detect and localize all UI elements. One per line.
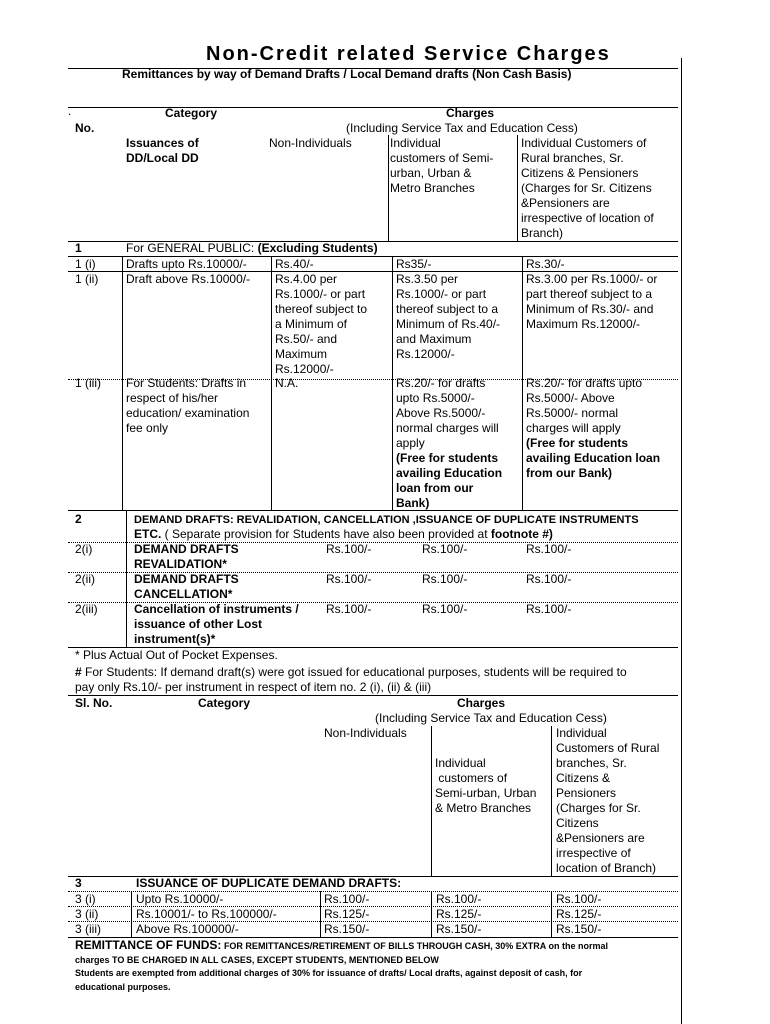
row2iii-no: 2(iii) [75, 602, 98, 616]
row3ii-category: Rs.10001/- to Rs.100000/- [136, 907, 277, 921]
row2i-category: DEMAND DRAFTS REVALIDATION* [134, 542, 239, 571]
row3i-semi: Rs.100/- [436, 892, 482, 906]
table3-charges-sub: (Including Service Tax and Education Cess) [375, 711, 607, 725]
table1-divider [388, 135, 389, 241]
table1-top-rule [68, 107, 678, 108]
row2iii-rural: Rs.100/- [526, 602, 572, 616]
row1ii-semi: Rs.3.50 per Rs.1000/- or part thereof subject to a Minimum of Rs.40/- and Maximum Rs.12000/- [396, 272, 501, 361]
right-margin-line [681, 58, 682, 1024]
table3-col-rural: Individual Customers of Rural branches, Sr. Citizens & Pensioners (Charges for Sr. Citizens &Pensioners are irrespective of location of Branch) [556, 726, 660, 875]
row3ii-no: 3 (ii) [75, 907, 99, 921]
section2-heading: DEMAND DRAFTS: REVALIDATION, CANCELLATION ,ISSUANCE OF DUPLICATE INSTRUMENTS [134, 514, 639, 526]
table1-col-nonind: Non-Individuals [269, 136, 352, 150]
row1iii-rural: Rs.20/- for drafts upto Rs.5000/- Above Rs.5000/- normal charges will apply (Free for students availing Education loan from our Bank) [526, 376, 661, 480]
row1i-nonind: Rs.40/- [275, 257, 314, 271]
table1-charges-header: Charges [446, 106, 495, 120]
table1-dot: . [68, 104, 72, 118]
table1-divider [271, 380, 272, 510]
row2ii-category: DEMAND DRAFTS CANCELLATION* [134, 572, 239, 601]
row3iii-semi: Rs.150/- [436, 922, 482, 936]
row1ii-category: Draft above Rs.10000/- [126, 272, 251, 286]
table1-bottom-rule [68, 510, 678, 511]
section2-divider [126, 511, 127, 647]
row1iii-category: For Students: Drafts in respect of his/her education/ examination fee only [126, 376, 250, 435]
table3-slno-header: Sl. No. [75, 696, 113, 710]
note-hash-cont: pay only Rs.10/- per instrument in respect of item no. 2 (i), (ii) & (iii) [75, 680, 432, 694]
row3i-nonind: Rs.100/- [324, 892, 370, 906]
table1-divider [122, 256, 123, 380]
table1-divider [522, 256, 523, 380]
footer-line1: REMITTANCE OF FUNDS: FOR REMITTANCES/RETIREMENT OF BILLS THROUGH CASH, 30% EXTRA on the normal [75, 938, 608, 952]
table1-no-header: No. [75, 121, 95, 135]
row2ii-no: 2(ii) [75, 572, 95, 586]
table3-col-semi: Individual customers of Semi-urban, Urban & Metro Branches [435, 756, 537, 815]
row2i-nonind: Rs.100/- [326, 542, 372, 556]
row2i-no: 2(i) [75, 542, 93, 556]
table3-top-rule [68, 695, 678, 696]
row1ii-rural: Rs.3.00 per Rs.1000/- or part thereof subject to a Minimum of Rs.30/- and Maximum Rs.12000/- [526, 272, 658, 331]
row2i-semi: Rs.100/- [422, 542, 468, 556]
table1-category-header: Category [165, 106, 218, 120]
row2ii-semi: Rs.100/- [422, 572, 468, 586]
footer-line3: Students are exempted from additional charges of 30% for issuance of drafts/ Local drafts, against deposit of cash, for [75, 968, 583, 978]
footer-line2: charges TO BE CHARGED IN ALL CASES, EXCEPT STUDENTS, MENTIONED BELOW [75, 955, 439, 965]
table1-col-rural: Individual Customers of Rural branches, Sr. Citizens & Pensioners (Charges for Sr. Citizens &Pensioners are irrespective of location of Branch) [521, 136, 654, 240]
row3i-category: Upto Rs.10000/- [136, 892, 224, 906]
row3ii-rural: Rs.125/- [556, 907, 602, 921]
row1-no: 1 [75, 241, 82, 255]
row1ii-nonind: Rs.4.00 per Rs.1000/- or part thereof subject to a Minimum of Rs.50/- and Maximum Rs.12000/- [275, 272, 368, 376]
table1-charges-sub: (Including Service Tax and Education Cess) [346, 121, 578, 135]
row1iii-nonind: N.A. [275, 376, 299, 390]
table1-col-semi: Individual customers of Semi- urban, Urban & Metro Branches [390, 136, 494, 195]
row2iii-semi: Rs.100/- [422, 602, 468, 616]
table1-divider [517, 135, 518, 241]
section2-etc: ETC. ( Separate provision for Students have also been provided at footnote #) [134, 527, 553, 541]
table3-divider [431, 891, 432, 937]
row1i-semi: Rs35/- [396, 257, 432, 271]
row1i-category: Drafts upto Rs.10000/- [126, 257, 247, 271]
row3ii-semi: Rs.125/- [436, 907, 482, 921]
footer-line4: educational purposes. [75, 982, 171, 992]
table1-divider [392, 380, 393, 510]
row1iii-no: 1 (iii) [75, 376, 101, 390]
row2iii-category: Cancellation of instruments / issuance of other Lost instrument(s)* [134, 602, 299, 646]
table3-charges-header: Charges [457, 696, 506, 710]
row2iii-nonind: Rs.100/- [326, 602, 372, 616]
row1iii-semi: Rs.20/- for drafts upto Rs.5000/- Above Rs.5000/- normal charges will apply (Free for students availing Education loan from our Bank) [396, 376, 503, 510]
row3i-rural: Rs.100/- [556, 892, 602, 906]
row3ii-nonind: Rs.125/- [324, 907, 370, 921]
table3-divider [551, 726, 552, 876]
table1-divider [392, 256, 393, 380]
table1-issuance-label: Issuances of DD/Local DD [126, 136, 199, 165]
row3iii-nonind: Rs.150/- [324, 922, 370, 936]
note-hash: # For Students: If demand draft(s) were got issued for educational purposes, students will be required to [75, 665, 627, 679]
table3-col-nonind: Non-Individuals [324, 726, 407, 740]
page-title: Non-Credit related Service Charges [206, 43, 611, 65]
row2ii-rural: Rs.100/- [526, 572, 572, 586]
row3iii-category: Above Rs.100000/- [136, 922, 239, 936]
table3-divider [320, 891, 321, 937]
row1i-rural: Rs.30/- [526, 257, 565, 271]
table3-divider [431, 726, 432, 876]
table1-divider [522, 380, 523, 510]
page-subtitle: Remittances by way of Demand Drafts / Local Demand drafts (Non Cash Basis) [122, 67, 572, 81]
row1i-no: 1 (i) [75, 257, 96, 271]
row3iii-rural: Rs.150/- [556, 922, 602, 936]
row1-text: For GENERAL PUBLIC: (Excluding Students) [126, 241, 378, 255]
row3-no: 3 [75, 876, 82, 890]
table1-divider [122, 380, 123, 510]
table1-divider [271, 256, 272, 380]
table3-divider [131, 891, 132, 937]
row2i-rural: Rs.100/- [526, 542, 572, 556]
note-star: * Plus Actual Out of Pocket Expenses. [75, 648, 278, 662]
row3iii-no: 3 (iii) [75, 922, 101, 936]
row3i-no: 3 (i) [75, 892, 96, 906]
row1ii-no: 1 (ii) [75, 272, 99, 286]
row3-heading: ISSUANCE OF DUPLICATE DEMAND DRAFTS: [136, 876, 402, 890]
row2ii-nonind: Rs.100/- [326, 572, 372, 586]
table3-category-header: Category [198, 696, 251, 710]
section2-no: 2 [75, 512, 82, 526]
table3-divider [551, 891, 552, 937]
